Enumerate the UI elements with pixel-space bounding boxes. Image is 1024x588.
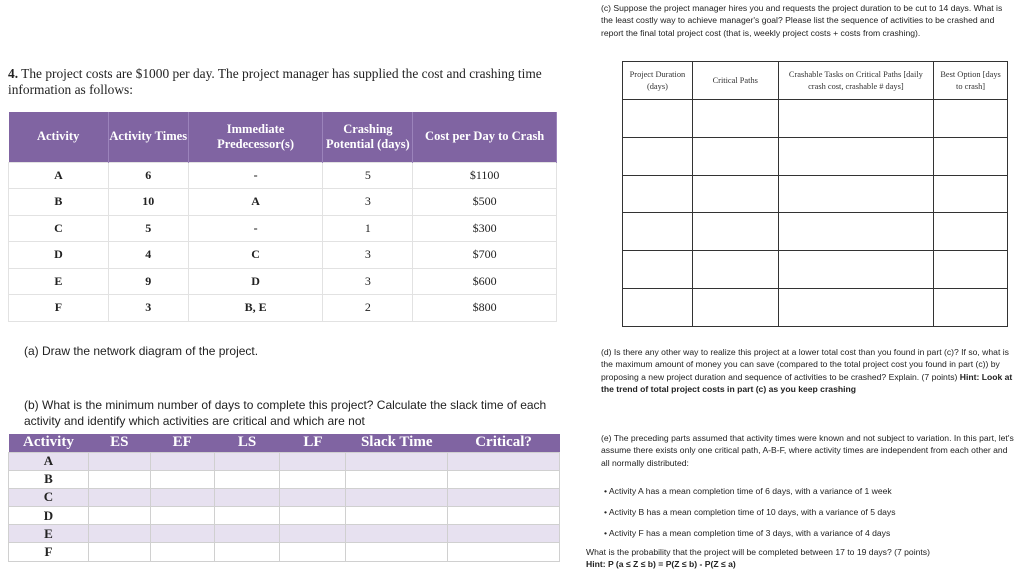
cell-ls[interactable]: [214, 507, 280, 525]
cell-crash-potential: 2: [323, 295, 413, 322]
cell-duration[interactable]: [623, 100, 693, 138]
cell-best-option[interactable]: [934, 213, 1008, 251]
cell-predecessor: A: [188, 189, 323, 216]
cell-crash-cost: $300: [413, 215, 557, 242]
col-header-activity: Activity: [9, 112, 109, 162]
cell-critical-paths[interactable]: [692, 213, 778, 251]
col-header-ef: EF: [150, 434, 214, 452]
cell-crashable-tasks[interactable]: [778, 288, 934, 326]
col-header-es: ES: [88, 434, 150, 452]
col-header-lf: LF: [280, 434, 346, 452]
cell-activity: B: [9, 189, 109, 216]
cell-duration[interactable]: [623, 288, 693, 326]
table-row: [9, 452, 560, 470]
cell-critical[interactable]: [448, 452, 560, 470]
cell-predecessor: C: [188, 242, 323, 269]
cell-ef[interactable]: [150, 470, 214, 488]
col-header-duration: Project Duration (days): [623, 62, 693, 100]
bullet-activity-f: • Activity F has a mean completion time of 3 days, with a variance of 4 days: [604, 528, 891, 538]
col-header-cost-per-day: Cost per Day to Crash: [413, 112, 557, 162]
table-row: [9, 470, 560, 488]
cell-es[interactable]: [88, 507, 150, 525]
cell-crash-cost: $600: [413, 268, 557, 295]
cell-activity: C: [9, 215, 109, 242]
cell-ls[interactable]: [214, 488, 280, 506]
question-4-text: [8, 66, 568, 98]
col-header-critical: Critical?: [448, 434, 560, 452]
cell-crash-cost: $500: [413, 189, 557, 216]
table-row: [623, 100, 1008, 138]
table-row: [9, 268, 557, 295]
cell-duration[interactable]: [623, 175, 693, 213]
table-row: [9, 162, 557, 189]
cell-lf[interactable]: [280, 507, 346, 525]
cell-activity: A: [9, 452, 89, 470]
cell-lf[interactable]: [280, 543, 346, 561]
question-4-body: The project costs are $1000 per day. The project manager has supplied the cost and crashing time information as follows:: [8, 66, 542, 97]
cell-critical-paths[interactable]: [692, 100, 778, 138]
cell-slack[interactable]: [346, 452, 448, 470]
cell-lf[interactable]: [280, 452, 346, 470]
cell-activity-time: 5: [108, 215, 188, 242]
part-d-question: [601, 346, 1016, 396]
cell-crash-potential: 5: [323, 162, 413, 189]
cell-activity: C: [9, 488, 89, 506]
cell-crashable-tasks[interactable]: [778, 251, 934, 289]
col-header-activity: Activity: [9, 434, 89, 452]
cell-ls[interactable]: [214, 452, 280, 470]
crash-header-row: [623, 62, 1008, 100]
part-d-text: (d) Is there any other way to realize this project at a lower total cost than you found in part (c)? If so, what is the maximum amount of money you can save (compared to the total project cost you found in part (c)) by proposing a new project duration and sequence of activities to be crashed? Explain. (7 points): [601, 347, 1009, 382]
table-row: [9, 189, 557, 216]
table-row: [9, 525, 560, 543]
cell-slack[interactable]: [346, 543, 448, 561]
cell-ef[interactable]: [150, 507, 214, 525]
cell-best-option[interactable]: [934, 175, 1008, 213]
cell-crash-potential: 3: [323, 268, 413, 295]
col-header-ls: LS: [214, 434, 280, 452]
cell-ls[interactable]: [214, 543, 280, 561]
col-header-predecessors: Immediate Predecessor(s): [188, 112, 323, 162]
cell-es[interactable]: [88, 543, 150, 561]
cell-activity: D: [9, 507, 89, 525]
cell-activity: E: [9, 525, 89, 543]
cell-activity-time: 6: [108, 162, 188, 189]
cell-slack[interactable]: [346, 525, 448, 543]
cell-critical[interactable]: [448, 507, 560, 525]
cell-activity: D: [9, 242, 109, 269]
cell-crash-cost: $700: [413, 242, 557, 269]
part-b-question: (b) What is the minimum number of days to complete this project? Calculate the slack time of each activity and identify which activities are critical and which are not: [24, 398, 547, 428]
cell-critical[interactable]: [448, 470, 560, 488]
bullet-activity-a: • Activity A has a mean completion time of 6 days, with a variance of 1 week: [604, 486, 892, 496]
table-row: [623, 175, 1008, 213]
slack-header-row: [9, 434, 560, 452]
cell-crash-potential: 3: [323, 242, 413, 269]
cell-crashable-tasks[interactable]: [778, 213, 934, 251]
cell-slack[interactable]: [346, 470, 448, 488]
table-row: [623, 137, 1008, 175]
cell-ef[interactable]: [150, 488, 214, 506]
table-row: [9, 215, 557, 242]
col-header-activity-times: Activity Times: [108, 112, 188, 162]
bullet-activity-b: • Activity B has a mean completion time of 10 days, with a variance of 5 days: [604, 507, 896, 517]
cell-critical[interactable]: [448, 525, 560, 543]
cell-ls[interactable]: [214, 470, 280, 488]
probability-question: What is the probability that the project will be completed between 17 to 19 days? (7 points): [586, 547, 930, 557]
cell-duration[interactable]: [623, 137, 693, 175]
cell-ls[interactable]: [214, 525, 280, 543]
cell-activity: E: [9, 268, 109, 295]
part-c-question: (c) Suppose the project manager hires you and requests the project duration to be cut to 14 days. What is the least costly way to achieve manager's goal? Please list the sequence of activities to be crashed and report the final total project cost (that is, weekly project costs + costs from crashing).: [601, 3, 1003, 38]
cell-es[interactable]: [88, 525, 150, 543]
cell-critical-paths[interactable]: [692, 288, 778, 326]
cell-best-option[interactable]: [934, 100, 1008, 138]
cell-ef[interactable]: [150, 525, 214, 543]
table-row: [9, 507, 560, 525]
cell-best-option[interactable]: [934, 251, 1008, 289]
col-header-critical-paths: Critical Paths: [692, 62, 778, 100]
table-row: [623, 288, 1008, 326]
cell-activity: A: [9, 162, 109, 189]
cell-best-option[interactable]: [934, 288, 1008, 326]
cell-critical[interactable]: [448, 543, 560, 561]
cell-duration[interactable]: [623, 251, 693, 289]
cell-activity: F: [9, 295, 109, 322]
cell-lf[interactable]: [280, 488, 346, 506]
cell-slack[interactable]: [346, 507, 448, 525]
table-row: [9, 488, 560, 506]
cell-crashable-tasks[interactable]: [778, 100, 934, 138]
cell-predecessor: -: [188, 215, 323, 242]
cell-critical-paths[interactable]: [692, 251, 778, 289]
crash-schedule-table: [622, 61, 1008, 327]
cell-activity-time: 3: [108, 295, 188, 322]
cell-critical-paths[interactable]: [692, 175, 778, 213]
table-header-row: [9, 112, 557, 162]
part-e-question: (e) The preceding parts assumed that activity times were known and not subject to variation. In this part, let's assume there exists only one critical path, A-B-F, where activity times are independent from each other and all normally distributed:: [601, 433, 1014, 468]
cell-lf[interactable]: [280, 525, 346, 543]
part-d-hint: Hint: Look at the trend of total project costs in part (c) as you keep crashing: [601, 371, 1013, 395]
cell-crashable-tasks[interactable]: [778, 137, 934, 175]
cell-crash-cost: $1100: [413, 162, 557, 189]
cell-crash-cost: $800: [413, 295, 557, 322]
question-number: 4.: [8, 66, 19, 81]
slack-time-table: [8, 434, 560, 562]
table-row: [623, 251, 1008, 289]
cell-activity: B: [9, 470, 89, 488]
col-header-crashing-potential: Crashing Potential (days): [323, 112, 413, 162]
cell-es[interactable]: [88, 452, 150, 470]
cell-crash-potential: 3: [323, 189, 413, 216]
cell-activity-time: 9: [108, 268, 188, 295]
table-row: [9, 295, 557, 322]
cell-predecessor: B, E: [188, 295, 323, 322]
cell-best-option[interactable]: [934, 137, 1008, 175]
cell-crashable-tasks[interactable]: [778, 175, 934, 213]
cell-crash-potential: 1: [323, 215, 413, 242]
table-row: [623, 213, 1008, 251]
cell-duration[interactable]: [623, 213, 693, 251]
cell-activity: F: [9, 543, 89, 561]
table-row: [9, 242, 557, 269]
col-header-best-option: Best Option [days to crash]: [934, 62, 1008, 100]
cell-activity-time: 10: [108, 189, 188, 216]
col-header-crashable-tasks: Crashable Tasks on Critical Paths [daily crash cost, crashable # days]: [778, 62, 934, 100]
cell-critical-paths[interactable]: [692, 137, 778, 175]
cell-ef[interactable]: [150, 452, 214, 470]
cell-activity-time: 4: [108, 242, 188, 269]
cell-predecessor: D: [188, 268, 323, 295]
cell-critical[interactable]: [448, 488, 560, 506]
table-row: [9, 543, 560, 561]
probability-hint: Hint: P (a ≤ Z ≤ b) = P(Z ≤ b) - P(Z ≤ a): [586, 559, 736, 569]
cell-lf[interactable]: [280, 470, 346, 488]
cell-es[interactable]: [88, 488, 150, 506]
cell-slack[interactable]: [346, 488, 448, 506]
cell-es[interactable]: [88, 470, 150, 488]
activity-data-table: [8, 112, 557, 322]
part-a-question: (a) Draw the network diagram of the project.: [24, 344, 259, 358]
col-header-slack-time: Slack Time: [346, 434, 448, 452]
cell-ef[interactable]: [150, 543, 214, 561]
cell-predecessor: -: [188, 162, 323, 189]
